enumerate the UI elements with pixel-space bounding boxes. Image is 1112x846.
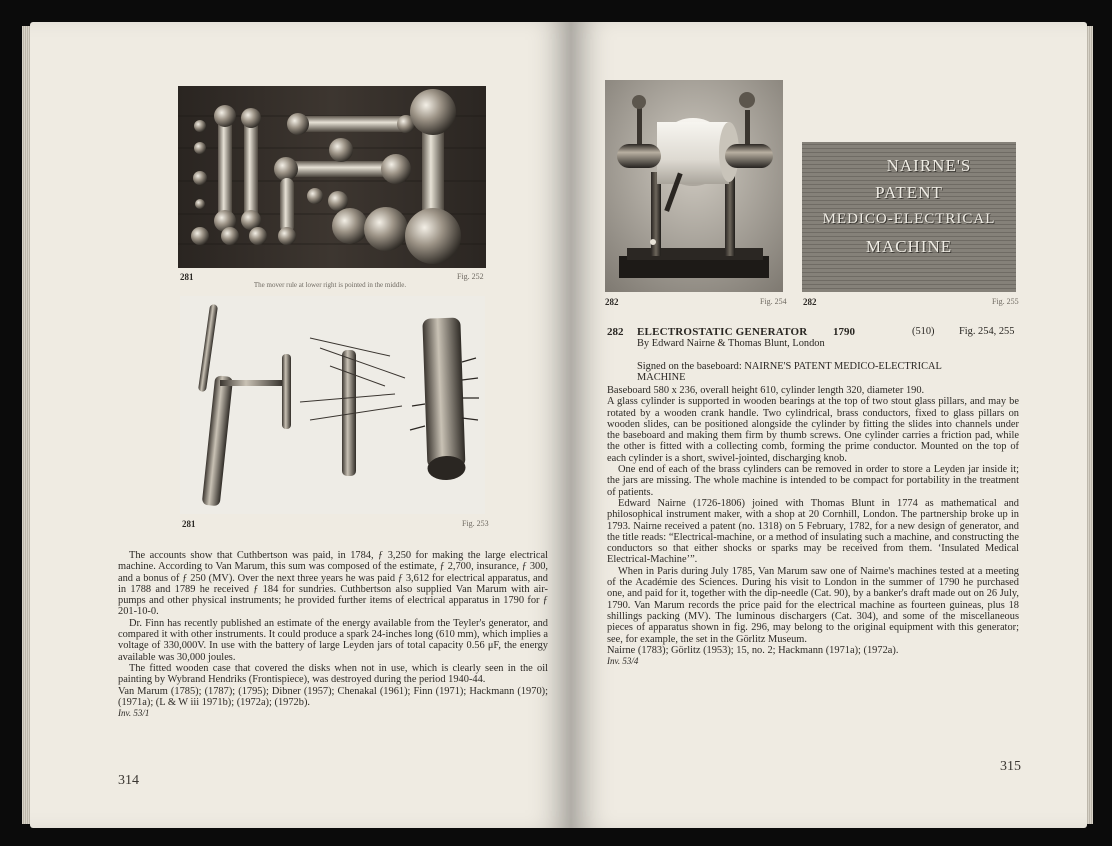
- figure-catalog-number: 282: [803, 297, 817, 307]
- figure-caption: The mover rule at lower right is pointed in the middle.: [253, 281, 407, 289]
- engraving-line: MACHINE: [865, 237, 953, 256]
- engraving-line: PATENT: [875, 183, 943, 202]
- photo-engraved-inscription: [802, 142, 1016, 292]
- figure-catalog-number: 281: [180, 272, 194, 282]
- entry-maker: By Edward Nairne & Thomas Blunt, London: [637, 338, 825, 349]
- inventory-number: Inv. 53/1: [118, 708, 150, 719]
- entry-signature-cont: MACHINE: [637, 372, 686, 383]
- figure-reference: Fig. 253: [462, 519, 489, 528]
- entry-signature: Signed on the baseboard: NAIRNE'S PATENT MEDICO-ELECTRICAL: [637, 361, 942, 372]
- engraving-line: MEDICO-ELECTRICAL: [822, 211, 996, 227]
- figure-catalog-number: 281: [182, 519, 196, 529]
- dimensions: Baseboard 580 x 236, overall height 610, cylinder length 320, diameter 190.: [607, 385, 925, 396]
- left-body-text: [118, 550, 548, 719]
- entry-title: ELECTROSTATIC GENERATOR: [637, 326, 808, 338]
- entry-figure-refs: Fig. 254, 255: [959, 326, 1015, 337]
- figure-catalog-number: 282: [605, 297, 619, 307]
- bibliography: Nairne (1783); Görlitz (1953); 15, no. 2; Hackmann (1971a); (1972a).: [607, 644, 899, 656]
- figure-reference: Fig. 252: [457, 272, 484, 281]
- right-body-text: [607, 385, 1019, 667]
- photo-rods-and-needles: [180, 296, 485, 514]
- entry-number: 282: [607, 326, 624, 338]
- photo-nairne-generator: [605, 80, 783, 292]
- paragraph: Edward Nairne (1726-1806) joined with Thomas Blunt in 1774 as mathematical and philosophical instrument maker, with a shop at 20 Cornhill, London. The partnership broke up in 1793. Nairne received a patent (no. 1318) on 5 February, 1782, for a new design of generator, and the title reads: “Electrical-machine, or a method of insulating such a machine, and constructing the conductors so that either shocks or sparks may be received from them. ‘Insulated Medical Electrical-Machine’”.: [607, 497, 1019, 566]
- page-number: 314: [118, 773, 139, 788]
- paragraph: The fitted wooden case that covered the disks when not in use, which is clearly seen in the oil painting by Wybrand Hendriks (Frontispiece), was destroyed during the period 1940-44.: [118, 662, 548, 686]
- paragraph: One end of each of the brass cylinders can be removed in order to store a Leyden jar inside it; the jars are missing. The whole machine is intended to be compact for portability in the treatment of patients.: [607, 464, 1019, 498]
- paragraph: Dr. Finn has recently published an estimate of the energy available from the Teyler's generator, and compared it with other instruments. It could produce a spark 24-inches long (610 mm), which implies a voltage of 330,000V. In use with the battery of large Leyden jars of total capacity 0.56 μF, the energy available was 30,000 joules.: [118, 617, 548, 663]
- engraving-line: NAIRNE'S: [886, 156, 972, 175]
- entry-year: 1790: [833, 326, 855, 338]
- bibliography: Van Marum (1785); (1787); (1795); Dibner (1957); Chenakal (1961); Finn (1971); Hackmann (1970); (1971a); (L & W iii 1971b); (1972a); (1972b).: [118, 685, 548, 708]
- inventory-number: Inv. 53/4: [607, 656, 639, 667]
- paragraph: When in Paris during July 1785, Van Marum saw one of Nairne's machines tested at a meeting of the Académie des Sciences. During his visit to London in the summer of 1790 he purchased one, and paid for it, together with the dip-needle (Cat. 90), by a banker's draft made out on 26 July, 1790. Van Marum records the price paid for the electrical machine as fourteen guineas, plus 18 shillings packing (MV). The luminous dischargers (Cat. 304), and some of the miscellaneous pieces of apparatus shown in fig. 296, may belong to the original equipment with this generator; see, for example, the set in the Görlitz Museum.: [607, 565, 1019, 645]
- paragraph: The accounts show that Cuthbertson was paid, in 1784, ƒ 3,250 for making the large electrical machine. According to Van Marum, this sum was composed of the estimate, ƒ 2,700, insurance, ƒ 300, and a bonus of ƒ 250 (MV). Over the next three years he was paid ƒ 3,612 for electrical apparatus, and in 1788 and 1789 he received ƒ 184 for sundries. Cuthbertson also supplied Van Marum with air-pumps and other physical instruments; he provided further items of electrical apparatus in 1790 for ƒ 201-10-0.: [118, 550, 548, 618]
- entry-inventory-ref: (510): [912, 326, 935, 337]
- figure-reference: Fig. 255: [992, 297, 1019, 306]
- paragraph: A glass cylinder is supported in wooden bearings at the top of two stout glass pillars, and may be rotated by a wooden crank handle. Two cylindrical, brass conductors, fixed to glass pillars on wooden slides, can be positioned alongside the cylinder by fitting the slides into channels under the baseboard and making them firm by thumb screws. One cylinder carries a friction pad, while the other is fitted with a collecting comb, forming the prime conductor. Mounted on the top of each cylinder is a short, swivel-jointed, discharging knob.: [607, 396, 1019, 464]
- page-number: 315: [1000, 759, 1021, 774]
- figure-reference: Fig. 254: [760, 297, 787, 306]
- photo-brass-conductors: [178, 86, 486, 268]
